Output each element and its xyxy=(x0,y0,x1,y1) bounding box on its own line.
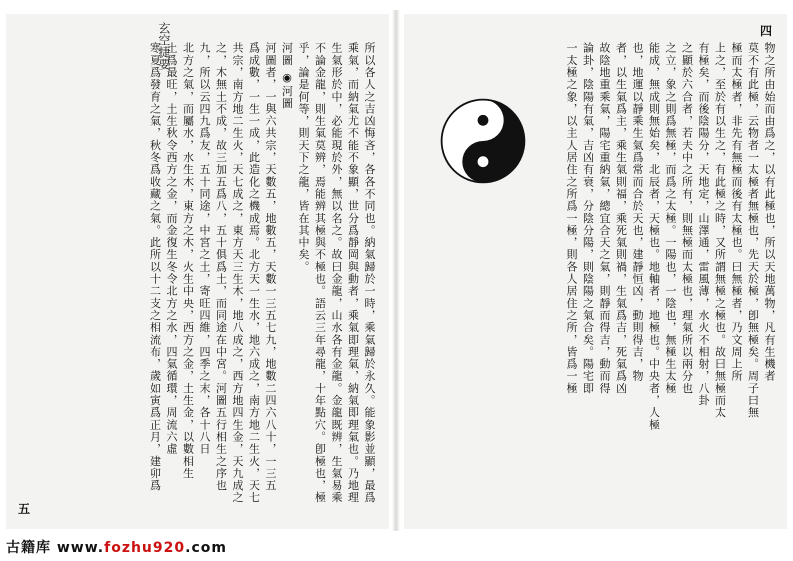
taiji-symbol-icon xyxy=(438,96,528,186)
text-column: 所以各人之吉凶悔吝，各各不同也。納氣歸於一時，乘氣歸於永久。能象影並顯，最爲 xyxy=(363,42,376,504)
text-column: 者，以生氣爲主，乘生氣則福，乘死氣則禍，生氣爲吉，死氣爲凶 xyxy=(614,42,628,395)
text-column: 故陰地重乘氣，陽宅重納氣，總宜合天之氣，則靜而得吉，動而得 xyxy=(598,42,611,395)
text-column: 一太極之象，以主人居住之所爲一極，則各人居住之所，皆爲一極 xyxy=(565,42,578,395)
text-column: 共宗，南方地二生火，天七成之，東方天三生木，地八成之，西方地四生金，天九成之 xyxy=(231,42,244,504)
text-column: 極而太極者，非先有無極而後有太極也。曰無極者，乃文周上所 xyxy=(730,42,743,383)
right-page-text xyxy=(542,42,777,512)
watermark-accent: fozhu920 xyxy=(104,540,186,556)
text-column: 也，地運以靜乘生氣爲常而合於天也，建靜恒凶，動則得吉，物 xyxy=(631,42,644,383)
text-column: 有極矣，而後陰陽分，天地定，山澤通，雷風薄，水火不相射，八卦 xyxy=(697,42,710,407)
text-column: 物之所由始而由爲之，以有此極也，所以天地萬物，凡有生機者 xyxy=(763,42,776,383)
right-page-number: 四 xyxy=(760,24,773,38)
watermark-text xyxy=(6,537,227,557)
text-column: 寒夏爲發育之氣，秋冬爲收藏之氣。此所以十二支之相流布，歲如寅爲正月，建卯爲 xyxy=(148,42,162,492)
text-column: 之，木無土不成，故三加五爲八，五十俱爲土，而同途在中宮。河圖五行相生之序也 xyxy=(214,42,228,492)
text-column: 能成，無成則無始矣，北辰者，天極也。地軸者，地極也。中央者，人極 xyxy=(647,42,661,431)
watermark-prefix: 古籍库 www. xyxy=(6,540,105,556)
text-column: 河圖 ◉河圖 xyxy=(280,42,294,110)
text-column: 上之，至於有以生之，有此極之時，又所謂無極之極也。故曰無極而太 xyxy=(713,42,727,419)
book-fold xyxy=(392,10,400,535)
text-column: 生氣形於中，必能現於外，無以名之。故曰金龍，山水各有金龍。金龍既辨，生氣易乘 xyxy=(330,42,343,504)
text-column: 論卦，陰陽有氣，吉凶有衰，分陰分陽，則陰陽之氣合矣。陽宅即 xyxy=(581,42,595,395)
text-column: 河圖者，一與六共宗，天數五，地數五，天數一三五七九，地數二四六八十，一三五 xyxy=(264,42,277,492)
left-page-text xyxy=(42,42,377,512)
text-column: 之顯於六合者，若夫中之所有，則無極而太極也，理氣所以兩分也 xyxy=(680,42,694,395)
watermark-banner xyxy=(0,531,793,561)
text-column: 莫不有此極，云物者一太極者無極也，先天於極，卽無極矣。周子曰無 xyxy=(746,42,760,419)
text-column: 乎，論是何等，則天下之龍，皆在其中矣。 xyxy=(297,42,310,273)
watermark-suffix: .com xyxy=(185,540,227,556)
text-column: 之立，象之則爲無極，而爲之太極。一陽也，一陰也，無極生太極 xyxy=(664,42,677,395)
right-page xyxy=(404,14,787,529)
left-page-number: 五 xyxy=(18,502,31,516)
text-column: 九，所以云四九爲友，五十同途，中宮之土，寄旺四維，四季之末，各十八日 xyxy=(198,42,211,456)
text-column: 爲成數，一生一成，此造化之機成焉。北方天一生水，地六成之，南方地二生火，天七 xyxy=(247,42,261,504)
left-page xyxy=(6,14,389,529)
text-column: 土爲最旺，土生秋令西方之金，而金復生冬令北方之水，四氣循環，周流六虛 xyxy=(165,42,178,456)
left-folio: 玄空捷要 xyxy=(157,22,171,70)
text-column: 乘氣，而納氣尤不能不象顯，世分爲靜岡與動者，乘氣即理氣，納氣即理氣也。乃地理 xyxy=(346,42,360,504)
text-column: 北方之氣，而屬水，水生木，東方之木，火生中央，西方之金，土生金，以數相生 xyxy=(181,42,195,480)
text-column: 不論金龍，則生氣莫辨，焉能辨其極與不極也。語云三年尋龍，十年點穴。卽極也，極 xyxy=(313,42,327,504)
